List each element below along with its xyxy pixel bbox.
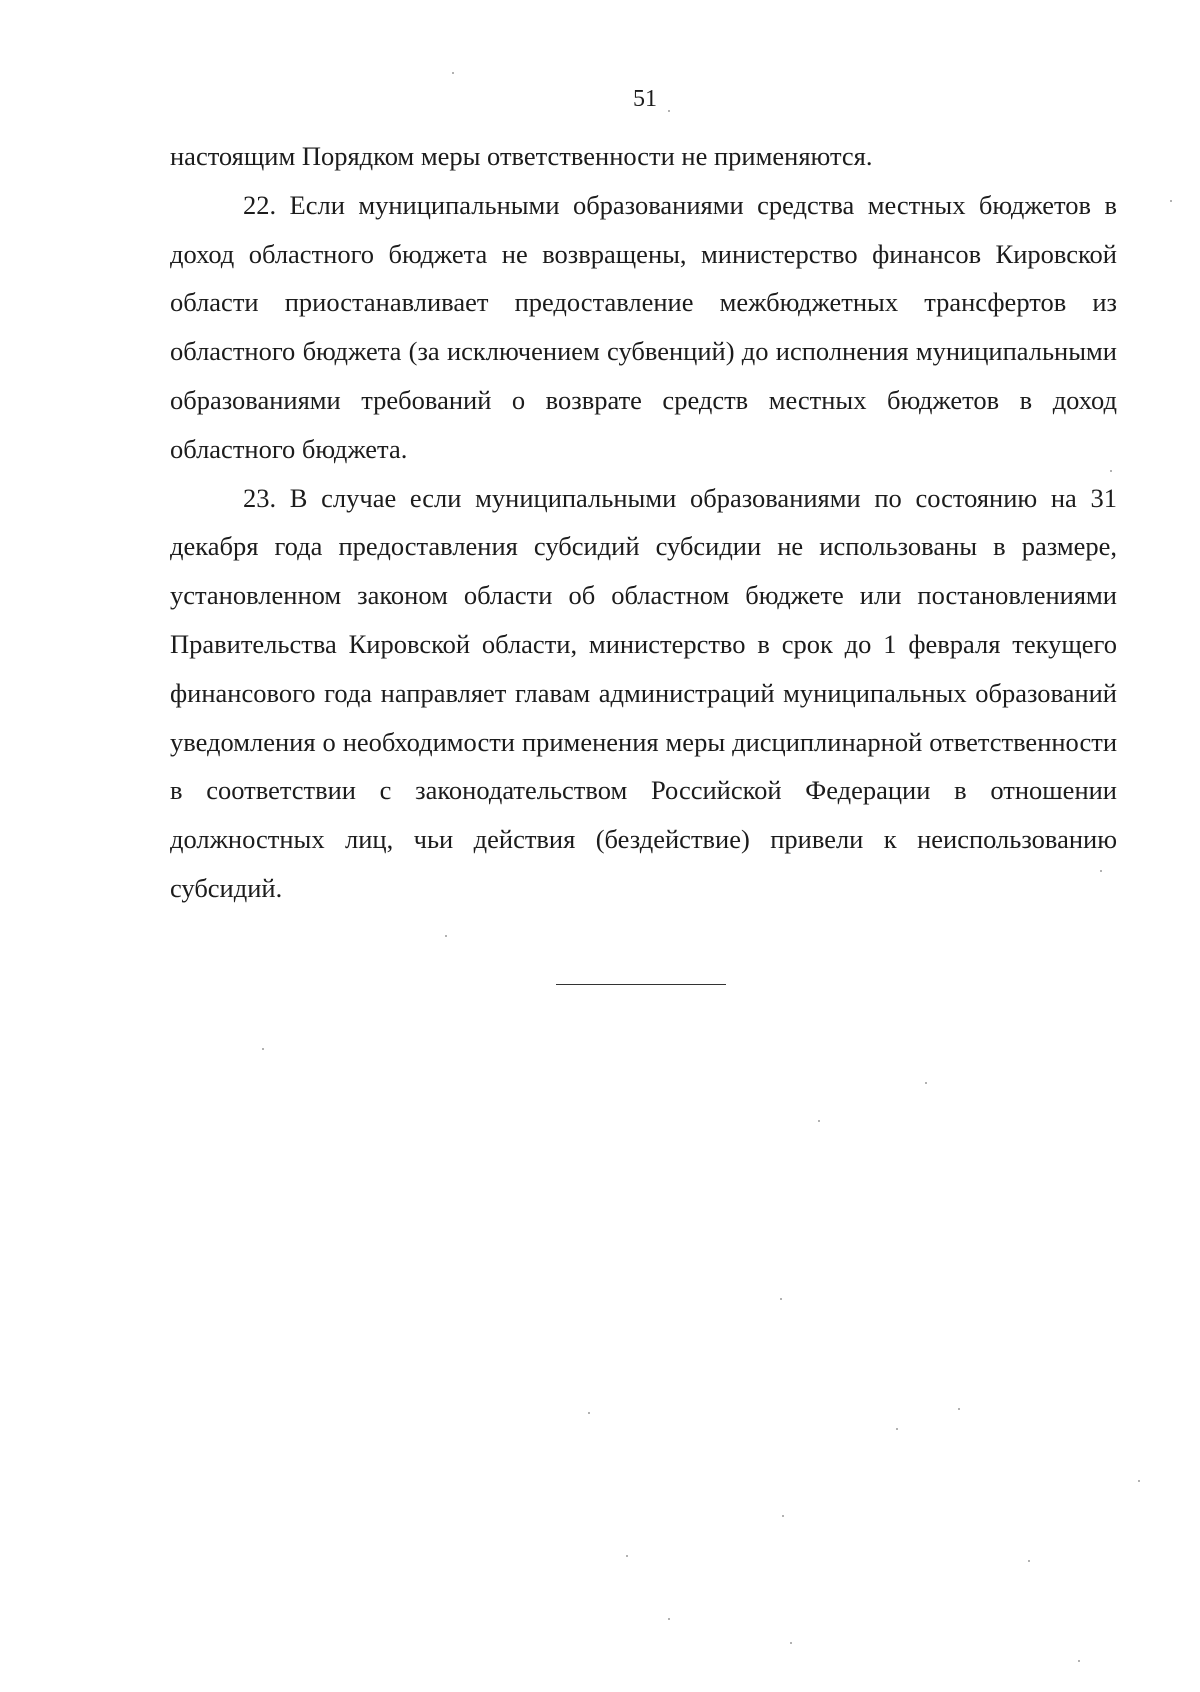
scan-speck [1138, 1480, 1140, 1482]
page-number: 51 [633, 86, 657, 112]
scan-speck [1170, 200, 1172, 202]
scan-speck [790, 1642, 792, 1644]
scan-speck [1110, 470, 1112, 472]
scan-speck [668, 1618, 670, 1620]
scan-speck [668, 110, 670, 112]
paragraph-23: 23. В случае если муниципальными образованиями по состоянию на 31 декабря года предоставления субсидий субсидии не использованы в размере, установленном законом области об областном бюджете или постановлениями Правительства Кировской области, министерство в срок до 1 февраля текущего финансового года направляет главам администраций муниципальных образований уведомления о необходимости применения меры дисциплинарной ответственности в соответствии с законодательством Российской Федерации в отношении должностных лиц, чьи действия (бездействие) привели к неиспользованию субсидий. [170, 482, 1117, 903]
body-text [170, 132, 1117, 913]
scan-speck [262, 1048, 264, 1050]
scan-speck [452, 72, 454, 74]
scan-speck [1028, 1560, 1030, 1562]
scan-speck [925, 1082, 927, 1084]
scan-speck [958, 1408, 960, 1410]
scan-speck [780, 1298, 782, 1300]
scan-speck [626, 1555, 628, 1557]
scan-speck [818, 1120, 820, 1122]
scan-speck [896, 1428, 898, 1430]
end-divider [556, 984, 726, 985]
continuation-paragraph: настоящим Порядком меры ответственности не применяются. [170, 141, 873, 171]
scan-speck [445, 935, 447, 937]
scan-speck [588, 1412, 590, 1414]
scan-speck [782, 1515, 784, 1517]
scan-speck [1078, 1660, 1080, 1662]
paragraph-22: 22. Если муниципальными образованиями средства местных бюджетов в доход областного бюджета не возвращены, министерство финансов Кировской области приостанавливает предоставление межбюджетных трансфертов из областного бюджета (за исключением субвенций) до исполнения муниципальными образованиями требований о возврате средств местных бюджетов в доход областного бюджета. [170, 189, 1117, 464]
scan-speck [1100, 870, 1102, 872]
